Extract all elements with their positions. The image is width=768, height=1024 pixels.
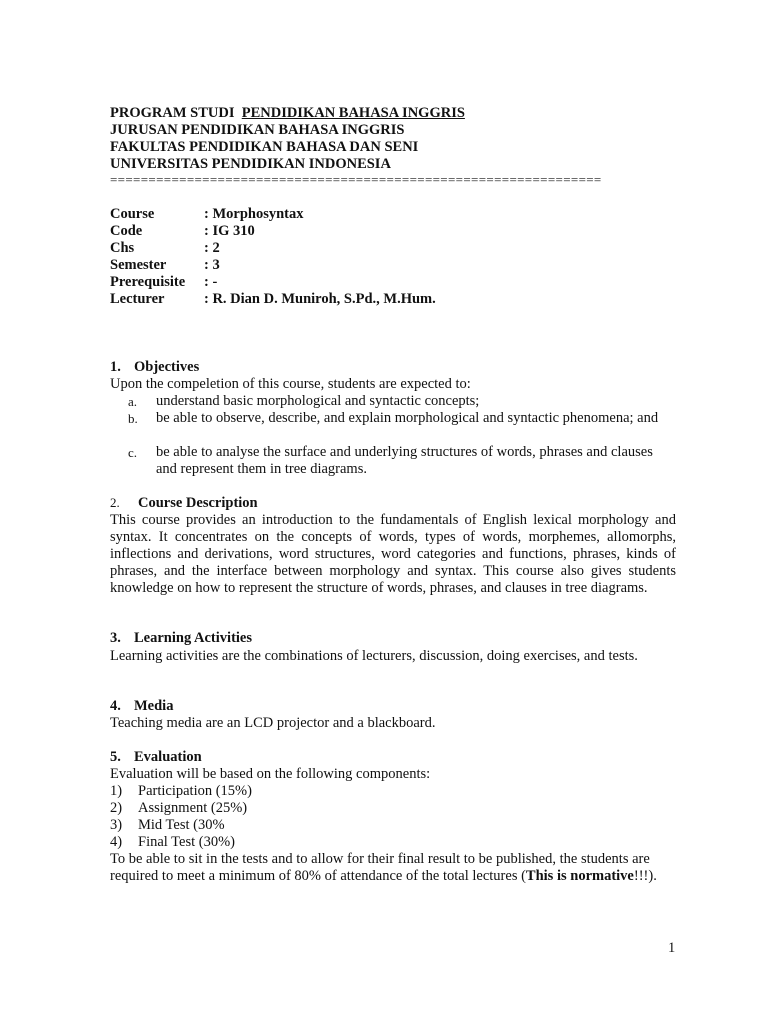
chs-value: : 2 bbox=[204, 240, 220, 256]
media-heading bbox=[110, 698, 173, 715]
objective-marker: a. bbox=[128, 394, 138, 409]
objective-item: be able to observe, describe, and explain morphological and syntactic phenomena; and bbox=[156, 410, 659, 426]
lecturer-value: : R. Dian D. Muniroh, S.Pd., M.Hum. bbox=[204, 291, 436, 307]
objective-marker: c. bbox=[128, 445, 138, 460]
closing-paren: ). bbox=[648, 868, 657, 884]
evaluation-marker: 1) bbox=[110, 783, 123, 799]
program-name: PENDIDIKAN BAHASA INGGRIS bbox=[241, 105, 465, 121]
objectives-heading bbox=[110, 359, 199, 376]
section-title: Objectives bbox=[134, 359, 200, 375]
course-label: Course bbox=[110, 206, 155, 222]
evaluation-item: Participation (15%) bbox=[138, 783, 252, 799]
normative-note: This is normative bbox=[525, 868, 634, 884]
evaluation-heading bbox=[110, 749, 202, 766]
header-university: UNIVERSITAS PENDIDIKAN INDONESIA bbox=[110, 156, 391, 172]
prerequisite-label: Prerequisite bbox=[110, 274, 186, 290]
section-number: 3. bbox=[110, 630, 121, 646]
section-title: Media bbox=[134, 698, 174, 714]
header-faculty: FAKULTAS PENDIDIKAN BAHASA DAN SENI bbox=[110, 139, 419, 155]
header-department: JURUSAN PENDIDIKAN BAHASA INGGRIS bbox=[110, 122, 405, 138]
evaluation-intro: Evaluation will be based on the following components: bbox=[110, 766, 431, 782]
attendance-text: To be able to sit in the tests and to allow for their final result to be published, the students are required to meet a minimum of 80% of attendance of the total lectures ( bbox=[110, 851, 650, 884]
evaluation-marker: 3) bbox=[110, 817, 123, 833]
objective-marker: b. bbox=[128, 411, 138, 426]
objective-item: understand basic morphological and syntactic concepts; bbox=[156, 393, 480, 409]
page-number: 1 bbox=[668, 940, 676, 956]
media-text: Teaching media are an LCD projector and a blackboard. bbox=[110, 715, 436, 731]
objective-item: be able to analyse the surface and underlying structures of words, phrases and clauses and represent them in tree diagrams. bbox=[156, 444, 653, 477]
section-title: Learning Activities bbox=[134, 630, 253, 646]
learning-activities-heading bbox=[110, 630, 252, 647]
section-title: Evaluation bbox=[134, 749, 202, 765]
evaluation-item: Mid Test (30% bbox=[138, 817, 225, 833]
course-description-text: This course provides an introduction to the fundamentals of English lexical morphology and syntax. It concentrates on the concepts of words, types of words, morphemes, allomorphs, inflections and derivations, word structures, word categories and functions, phrases, kinds of phrases, and the interface between morphology and syntax. This course also gives students knowledge on how to represent the structure of words, phrases, and clauses in tree diagrams. bbox=[110, 512, 676, 596]
evaluation-item: Assignment (25%) bbox=[138, 800, 248, 816]
semester-label: Semester bbox=[110, 257, 167, 273]
section-number: 4. bbox=[110, 698, 121, 714]
code-value: : IG 310 bbox=[204, 223, 255, 239]
lecturer-label: Lecturer bbox=[110, 291, 165, 307]
evaluation-marker: 4) bbox=[110, 834, 123, 850]
program-prefix: PROGRAM STUDI bbox=[110, 105, 235, 121]
course-description-heading bbox=[110, 495, 258, 512]
evaluation-item: Final Test (30%) bbox=[138, 834, 235, 850]
section-number: 5. bbox=[110, 749, 121, 765]
semester-value: : 3 bbox=[204, 257, 220, 273]
section-number: 1. bbox=[110, 359, 121, 375]
chs-label: Chs bbox=[110, 240, 135, 256]
section-title: Course Description bbox=[138, 495, 258, 511]
header-separator: ================================================================ bbox=[110, 172, 602, 187]
attendance-requirement bbox=[110, 851, 676, 885]
normative-exclaim: !!! bbox=[633, 868, 649, 884]
learning-activities-text: Learning activities are the combinations of lecturers, discussion, doing exercises, and tests. bbox=[110, 648, 638, 664]
prerequisite-value: : - bbox=[204, 274, 218, 290]
code-label: Code bbox=[110, 223, 143, 239]
section-number: 2. bbox=[110, 495, 120, 510]
course-value: : Morphosyntax bbox=[204, 206, 304, 222]
evaluation-marker: 2) bbox=[110, 800, 123, 816]
objectives-intro: Upon the compeletion of this course, students are expected to: bbox=[110, 376, 471, 392]
header-program-line bbox=[110, 105, 465, 122]
